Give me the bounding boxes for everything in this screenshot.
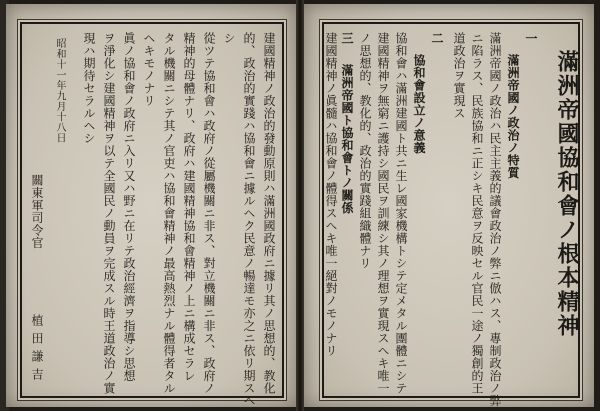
section-heading: 協和會設立ノ意義	[412, 54, 426, 154]
signature-office: 關東軍司令官	[30, 174, 44, 249]
body-line: ヘキモノナリ	[142, 32, 156, 107]
section-number: 二	[430, 32, 444, 45]
body-line: ヲ淨化シ建國精神ヲ以テ全國民ノ動員ヲ完成スル時王道政治ノ實	[102, 32, 116, 395]
section-line: 道政治ヲ實現ス	[452, 32, 466, 120]
section-line: 協和會ハ滿洲建國ト共ニ生レ國家機構トシテ定メタル團體ニシテ	[394, 32, 408, 395]
body-line: 建國精神ノ政治的發動原則ハ滿洲國政府ニ據リ其ノ思想的、教化	[262, 32, 276, 395]
body-line: 現ハ期待セラルヘシ	[82, 32, 96, 145]
section-line: 滿洲帝國ノ政治ハ民主主義的議會政治ノ弊ニ倣ハス、專制政治ノ弊	[488, 32, 502, 407]
left-page-frame	[20, 22, 284, 407]
body-line: シ	[222, 32, 236, 45]
body-line: 眞ノ協和會ノ政府ニ入リ又ハ野ニ在リテ政治經濟ヲ指導シ思想	[122, 32, 136, 382]
right-page-frame	[322, 22, 580, 407]
section-line: ノ思想的、教化的、政治的實踐組織體ナリ	[358, 32, 372, 270]
body-line: 的、政治的實踐ハ協和會ニ據ルヘク民意ノ暢達モ亦之ニ依リ期スヘ	[242, 32, 256, 407]
section-line: ニ陷ラス、民族協和ニ正シキ民意ヲ反映セル官民一途ノ獨創的王	[470, 32, 484, 395]
body-line: タル機關ニシテ其ノ官吏ハ協和會精神ノ最高熱烈ナル體得者タル	[162, 32, 176, 395]
date: 昭和十一年九月十八日	[54, 38, 65, 143]
left-page	[6, 4, 296, 407]
signature-name: 植田謙吉	[30, 314, 44, 386]
body-line: 精神的母體ナリ、政府ハ建國精神協和會精神ノ上ニ構成セラレ	[182, 32, 196, 382]
section-line: 建國精神ノ眞髓ハ協和會ノ體得スヘキ唯一絕對ノモノナリ	[324, 32, 338, 357]
body-line: 從ツテ協和會ハ政府ノ從屬機關ニ非ス、對立機關ニ非ス、政府ノ	[202, 32, 216, 395]
section-heading: 滿洲帝國ト協和會トノ關係	[340, 64, 354, 214]
section-heading: 滿洲帝國ノ政治ノ特質	[506, 54, 520, 179]
book-gutter	[296, 0, 304, 411]
section-number: 一	[524, 32, 538, 45]
page-title: 滿洲帝國協和會ノ根本精神	[554, 50, 580, 338]
section-number: 三	[340, 32, 354, 45]
section-line: 建國精神ヲ無窮ニ護持シ國民ヲ訓練シ其ノ理想ヲ實現スヘキ唯一	[376, 32, 390, 395]
right-page	[304, 4, 594, 407]
